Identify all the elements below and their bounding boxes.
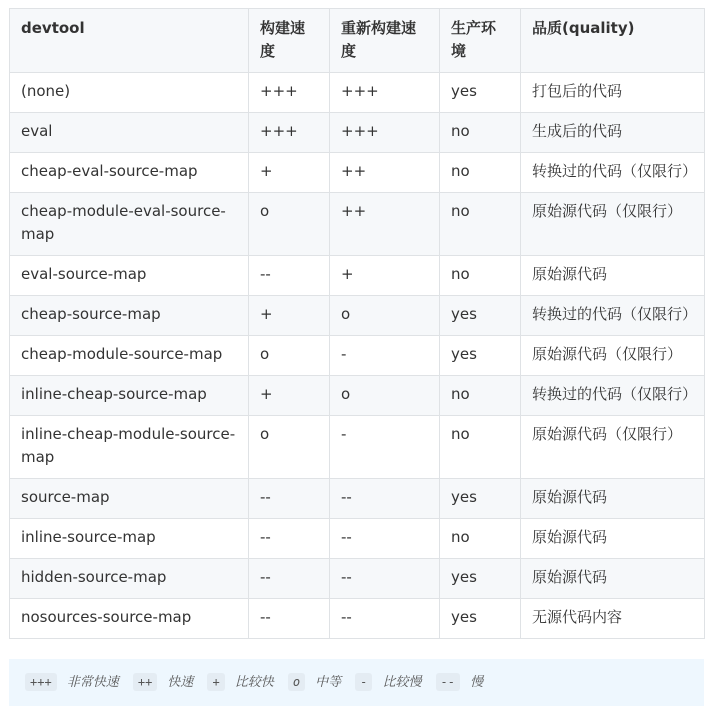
table-row [10,193,705,256]
cell-rebuild-speed: +++ [330,73,440,113]
cell-quality: 无源代码内容 [521,599,705,639]
header-devtool: devtool [10,9,249,73]
cell-devtool: (none) [10,73,249,113]
header-build-speed: 构建速度 [249,9,330,73]
cell-devtool: source-map [10,479,249,519]
table-row [10,559,705,599]
legend-label: 中等 [315,675,342,690]
cell-quality: 原始源代码 [521,256,705,296]
cell-build-speed: -- [249,256,330,296]
cell-production: no [440,376,521,416]
legend-symbol: -- [436,673,460,691]
table-row [10,153,705,193]
cell-devtool: nosources-source-map [10,599,249,639]
table-row [10,519,705,559]
table-row [10,599,705,639]
table-row [10,113,705,153]
cell-rebuild-speed: ++ [330,193,440,256]
cell-production: yes [440,559,521,599]
cell-rebuild-speed: - [330,416,440,479]
legend-item [207,671,273,690]
legend-symbol: + [207,673,224,691]
legend-item [355,671,421,690]
cell-build-speed: o [249,336,330,376]
header-production: 生产环境 [440,9,521,73]
cell-quality: 原始源代码（仅限行） [521,193,705,256]
cell-quality: 转换过的代码（仅限行） [521,376,705,416]
legend-item [288,671,341,690]
cell-build-speed: + [249,153,330,193]
cell-production: yes [440,336,521,376]
cell-build-speed: -- [249,599,330,639]
cell-rebuild-speed: + [330,256,440,296]
cell-devtool: inline-cheap-source-map [10,376,249,416]
cell-rebuild-speed: ++ [330,153,440,193]
legend-symbol: - [355,673,372,691]
table-row [10,73,705,113]
legend-label: 慢 [470,675,484,690]
cell-build-speed: +++ [249,113,330,153]
table-row [10,256,705,296]
speed-legend [9,659,704,706]
cell-production: no [440,416,521,479]
cell-devtool: inline-source-map [10,519,249,559]
cell-production: yes [440,296,521,336]
cell-rebuild-speed: o [330,296,440,336]
cell-quality: 原始源代码 [521,479,705,519]
table-row [10,416,705,479]
cell-rebuild-speed: -- [330,559,440,599]
cell-production: no [440,153,521,193]
cell-production: yes [440,599,521,639]
legend-item [436,671,483,690]
cell-build-speed: o [249,193,330,256]
cell-quality: 原始源代码 [521,559,705,599]
legend-label: 比较慢 [382,675,422,690]
legend-symbol: o [288,673,305,691]
cell-build-speed: -- [249,559,330,599]
cell-quality: 原始源代码（仅限行） [521,416,705,479]
table-header-row [10,9,705,73]
cell-rebuild-speed: -- [330,479,440,519]
cell-rebuild-speed: o [330,376,440,416]
cell-rebuild-speed: - [330,336,440,376]
table-row [10,336,705,376]
cell-devtool: inline-cheap-module-source-map [10,416,249,479]
cell-production: no [440,256,521,296]
legend-symbol: ++ [133,673,157,691]
cell-build-speed: + [249,376,330,416]
cell-build-speed: -- [249,479,330,519]
cell-quality: 生成后的代码 [521,113,705,153]
header-quality: 品质(quality) [521,9,705,73]
cell-devtool: cheap-eval-source-map [10,153,249,193]
cell-production: no [440,113,521,153]
cell-build-speed: + [249,296,330,336]
cell-build-speed: -- [249,519,330,559]
table-row [10,376,705,416]
cell-rebuild-speed: -- [330,519,440,559]
table-row [10,296,705,336]
cell-production: no [440,519,521,559]
legend-item [25,671,119,690]
cell-quality: 转换过的代码（仅限行） [521,296,705,336]
cell-rebuild-speed: -- [330,599,440,639]
cell-quality: 打包后的代码 [521,73,705,113]
legend-label: 非常快速 [66,675,119,690]
cell-devtool: eval-source-map [10,256,249,296]
cell-build-speed: o [249,416,330,479]
devtool-table-container [9,8,704,639]
cell-devtool: hidden-source-map [10,559,249,599]
cell-production: yes [440,73,521,113]
cell-devtool: cheap-module-eval-source-map [10,193,249,256]
cell-build-speed: +++ [249,73,330,113]
cell-devtool: eval [10,113,249,153]
legend-label: 比较快 [234,675,274,690]
devtool-comparison-table [9,8,705,639]
legend-symbol: +++ [25,673,57,691]
cell-production: yes [440,479,521,519]
legend-label: 快速 [167,675,194,690]
legend-item [133,671,193,690]
cell-quality: 转换过的代码（仅限行） [521,153,705,193]
cell-devtool: cheap-source-map [10,296,249,336]
table-row [10,479,705,519]
cell-rebuild-speed: +++ [330,113,440,153]
cell-devtool: cheap-module-source-map [10,336,249,376]
cell-quality: 原始源代码（仅限行） [521,336,705,376]
cell-production: no [440,193,521,256]
cell-quality: 原始源代码 [521,519,705,559]
header-rebuild-speed: 重新构建速度 [330,9,440,73]
